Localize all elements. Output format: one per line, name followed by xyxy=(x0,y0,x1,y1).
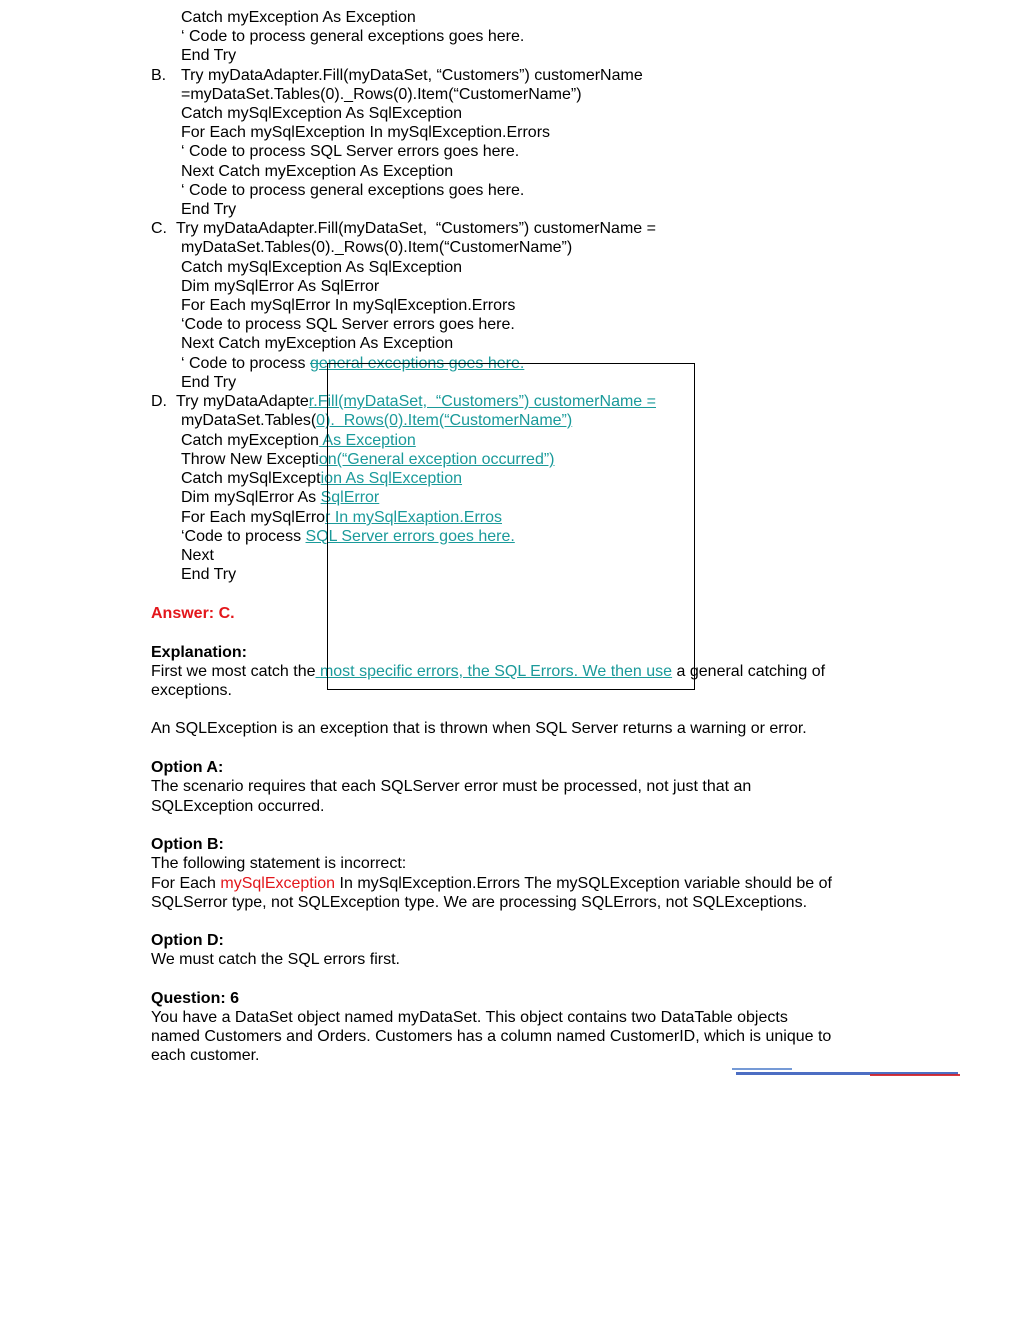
code-line: For Each mySqlException In mySqlException.Errors xyxy=(181,124,551,141)
option-letter: D. xyxy=(151,393,167,410)
code-link[interactable]: on(“General exception occurred”) xyxy=(318,451,555,468)
code-line: Dim mySqlError As SqlError xyxy=(181,278,380,295)
code-line: ‘Code to process SQL Server errors goes here. xyxy=(181,316,515,333)
code-text: Catch myException xyxy=(181,432,319,449)
code-text: Dim mySqlError As xyxy=(181,489,321,506)
code-link[interactable]: 0). Rows(0).Item(“CustomerName”) xyxy=(316,412,573,429)
code-line: Try myDataAdapter.Fill(myDataSet, “Customers”) customerName xyxy=(181,67,643,84)
code-line: Catch mySqlException As SqlException xyxy=(181,259,463,276)
code-link[interactable]: ion As SqlException xyxy=(320,470,463,487)
option-d-heading: Option D: xyxy=(151,932,224,949)
option-b-line: The following statement is incorrect: xyxy=(151,855,407,872)
code-link[interactable]: SQL Server errors goes here. xyxy=(305,528,515,545)
highlight-text: mySqlException xyxy=(220,875,336,892)
code-text: Throw New Excepti xyxy=(181,451,319,468)
option-a-heading: Option A: xyxy=(151,759,224,776)
option-a-line: The scenario requires that each SQLServer error must be processed, not just that an xyxy=(151,778,752,795)
text: For Each xyxy=(151,875,221,892)
code-text: ‘Code to process xyxy=(181,528,306,545)
answer-label: Answer: C. xyxy=(151,605,235,622)
code-line: ‘ Code to process general exceptions goes here. xyxy=(181,182,525,199)
code-line: End Try xyxy=(181,47,237,64)
code-line: End Try xyxy=(181,566,237,583)
question-heading: Question: 6 xyxy=(151,990,240,1007)
question-line: You have a DataSet object named myDataSet. This object contains two DataTable objects xyxy=(151,1009,788,1026)
code-line: End Try xyxy=(181,201,237,218)
overlay-rectangle xyxy=(327,363,695,690)
code-line: ‘ Code to process SQL Server errors goes here. xyxy=(181,143,520,160)
question-line: each customer. xyxy=(151,1047,260,1064)
code-link[interactable]: SqlError xyxy=(320,489,380,506)
code-link[interactable]: As Exception xyxy=(318,432,416,449)
code-line: For Each mySqlError In mySqlException.Errors xyxy=(181,297,516,314)
code-line: End Try xyxy=(181,374,237,391)
explanation-paragraph: An SQLException is an exception that is thrown when SQL Server returns a warning or error. xyxy=(151,720,807,737)
code-line: Catch myException As Exception xyxy=(181,9,416,26)
code-line: Next xyxy=(181,547,214,564)
code-link[interactable]: r In mySqlExaption.Erros xyxy=(325,509,502,526)
watermark-logo xyxy=(730,1066,960,1078)
code-text: ‘ Code to process xyxy=(181,355,310,372)
code-line: Next Catch myException As Exception xyxy=(181,335,454,352)
code-text: Try myDataAdapte xyxy=(176,393,309,410)
explanation-line: exceptions. xyxy=(151,682,232,699)
code-text: For Each mySqlErro xyxy=(181,509,326,526)
option-a-line: SQLException occurred. xyxy=(151,798,325,815)
option-d-line: We must catch the SQL errors first. xyxy=(151,951,400,968)
question-line: named Customers and Orders. Customers has a column named CustomerID, which is unique to xyxy=(151,1028,832,1045)
code-line: Catch mySqlException As SqlException xyxy=(181,105,463,122)
code-line: myDataSet.Tables(0)._Rows(0).Item(“CustomerName”) xyxy=(181,239,573,256)
text: First we most catch the xyxy=(151,663,316,680)
text: a general catching of xyxy=(672,663,826,680)
code-text: Catch mySqlExcept xyxy=(181,470,321,487)
option-letter: C. xyxy=(151,220,167,237)
option-b-heading: Option B: xyxy=(151,836,224,853)
explanation-link[interactable]: most specific errors, the SQL Errors. We then use xyxy=(315,663,673,680)
option-b-line xyxy=(151,874,832,893)
code-text: myDataSet.Tables( xyxy=(181,412,317,429)
code-line: Try myDataAdapter.Fill(myDataSet, “Customers”) customerName = xyxy=(176,220,656,237)
code-link[interactable]: r.Fill(myDataSet, “Customers”) customerName = xyxy=(308,393,656,410)
option-letter: B. xyxy=(151,67,167,84)
code-line: =myDataSet.Tables(0)._Rows(0).Item(“CustomerName”) xyxy=(181,86,582,103)
text: In mySqlException.Errors The mySQLException variable should be of xyxy=(335,875,832,892)
option-b-line: SQLSerror type, not SQLException type. We are processing SQLErrors, not SQLExceptions. xyxy=(151,894,808,911)
explanation-heading: Explanation: xyxy=(151,644,248,661)
code-line: ‘ Code to process general exceptions goes here. xyxy=(181,28,525,45)
code-line: Next Catch myException As Exception xyxy=(181,163,454,180)
code-link[interactable]: general exceptions goes here. xyxy=(309,355,525,372)
